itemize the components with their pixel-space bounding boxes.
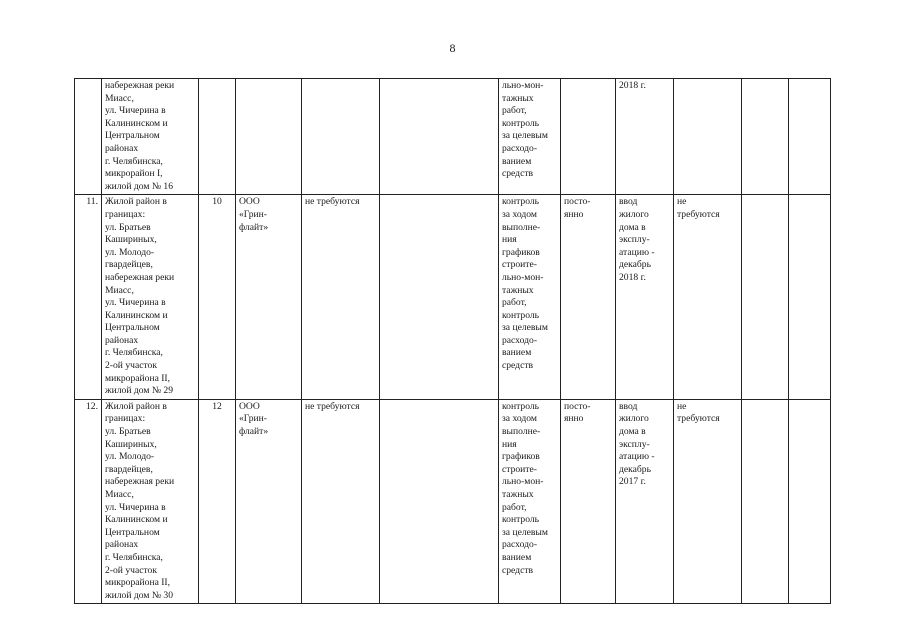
cell-period: посто- янно [561, 195, 616, 400]
cell-developer: ООО «Грин- флайт» [236, 399, 302, 604]
cell-period: посто- янно [561, 399, 616, 604]
cell-quantity: 12 [199, 399, 236, 604]
cell-developer [236, 79, 302, 195]
cell-object: Жилой район в границах: ул. Братьев Кашириных, ул. Молодо- гвардейцев, набережная реки Миасс, ул. Чичерина в Калининском и Центральном районах г. Челябинска, 2-ой участок микрорайона II, жилой дом № 29 [102, 195, 199, 400]
cell-empty [789, 399, 831, 604]
cell-deadline: ввод жилого дома в эксплу- атацию - декабрь 2018 г. [616, 195, 674, 400]
cell-object: Жилой район в границах: ул. Братьев Кашириных, ул. Молодо- гвардейцев, набережная реки Миасс, ул. Чичерина в Калининском и Центральном районах г. Челябинска, 2-ой участок микрорайона II, жилой дом № 30 [102, 399, 199, 604]
table-row [75, 195, 831, 400]
cell-empty [380, 399, 499, 604]
cell-empty [789, 79, 831, 195]
cell-requirements: не требуются [302, 399, 380, 604]
cell-number [75, 79, 102, 195]
cell-quantity [199, 79, 236, 195]
cell-empty [789, 195, 831, 400]
cell-number: 12. [75, 399, 102, 604]
cell-developer: ООО «Грин- флайт» [236, 195, 302, 400]
document-table [74, 78, 831, 604]
cell-empty [742, 399, 789, 604]
cell-empty [742, 195, 789, 400]
table-row [75, 79, 831, 195]
cell-control: контроль за ходом выполне- ния графиков строите- льно-мон- тажных работ, контроль за целевым расходо- ванием средств [499, 195, 561, 400]
table-row [75, 399, 831, 604]
cell-empty [380, 195, 499, 400]
cell-period [561, 79, 616, 195]
cell-deadline: 2018 г. [616, 79, 674, 195]
cell-control: контроль за ходом выполне- ния графиков строите- льно-мон- тажных работ, контроль за целевым расходо- ванием средств [499, 399, 561, 604]
cell-requirements [302, 79, 380, 195]
cell-number: 11. [75, 195, 102, 400]
cell-requirements: не требуются [302, 195, 380, 400]
cell-empty [742, 79, 789, 195]
cell-quantity: 10 [199, 195, 236, 400]
cell-measures [674, 79, 742, 195]
cell-control: льно-мон- тажных работ, контроль за целевым расходо- ванием средств [499, 79, 561, 195]
cell-empty [380, 79, 499, 195]
cell-measures: не требуются [674, 195, 742, 400]
cell-deadline: ввод жилого дома в эксплу- атацию - декабрь 2017 г. [616, 399, 674, 604]
cell-object: набережная реки Миасс, ул. Чичерина в Калининском и Центральном районах г. Челябинска, микрорайон I, жилой дом № 16 [102, 79, 199, 195]
cell-measures: не требуются [674, 399, 742, 604]
page-number: 8 [449, 41, 456, 55]
